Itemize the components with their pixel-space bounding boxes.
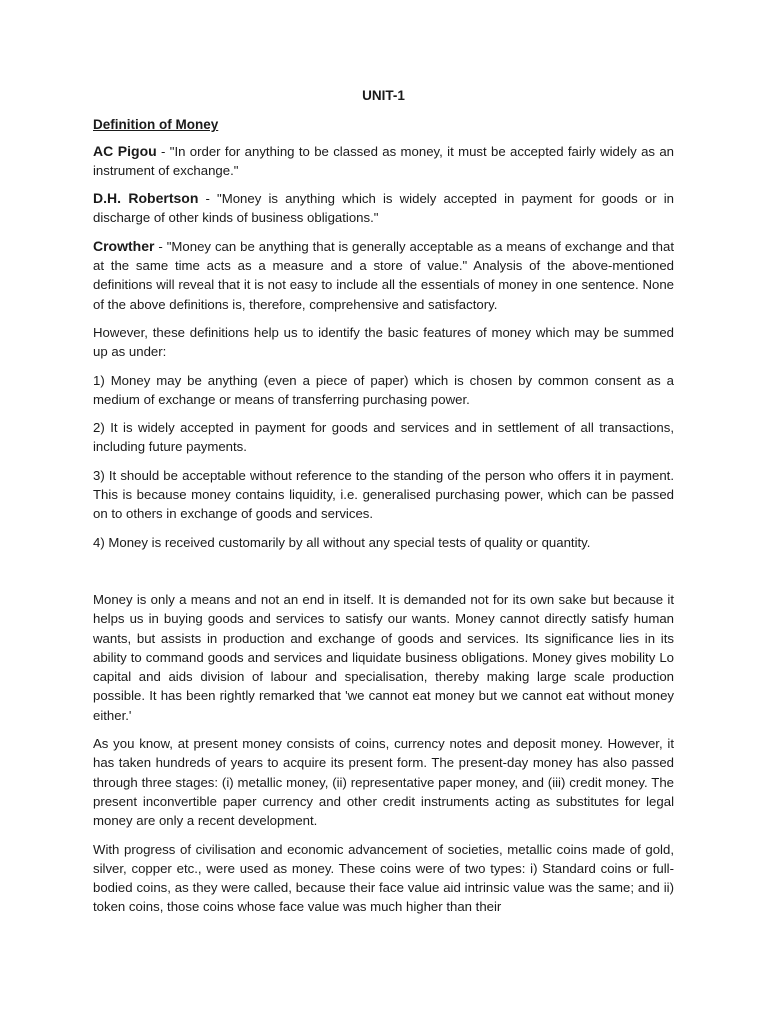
definition-author: AC Pigou <box>93 142 157 159</box>
document-page <box>93 86 674 926</box>
definition-text: - "In order for anything to be classed as money, it must be accepted fairly widely as an instrument of exchange." <box>93 143 675 178</box>
definition-author: Crowther <box>93 237 155 254</box>
feature-item-1: 1) Money may be anything (even a piece of paper) which is chosen by common consent as a medium of exchange or means of transferring purchasing power. <box>93 372 674 407</box>
body-paragraph-2: As you know, at present money consists of coins, currency notes and deposit money. However, it has taken hundreds of years to acquire its present form. The present-day money has also passed through three stages: (i) metallic money, (ii) representative paper money, and (iii) credit money. The present inconvertible paper currency and other credit instruments acting as substitutes for legal money are only a recent development. <box>93 736 674 829</box>
intro-paragraph: However, these definitions help us to identify the basic features of money which may be summed up as under: <box>93 324 674 360</box>
feature-item-4: 4) Money is received customarily by all without any special tests of quality or quantity. <box>93 534 591 550</box>
body-paragraph-1: Money is only a means and not an end in itself. It is demanded not for its own sake but because it helps us in buying goods and services to satisfy our wants. Money cannot directly satisfy human wants, but assists in production and exchange of goods and services. Its significance lies in its ability to command goods and services and liquidate business obligations. Money gives mobility Lo capital and aids division of labour and specialisation, thereby making large scale production possible. It has been rightly remarked that 'we cannot eat money but we cannot eat without money either.' <box>93 591 674 723</box>
body-paragraph-3: With progress of civilisation and economic advancement of societies, metallic coins made of gold, silver, copper etc., were used as money. These coins were of two types: i) Standard coins or full-bodied coins, as they were called, because their face value aid intrinsic value was the same; and ii) token coins, those coins whose face value was much higher than their <box>93 841 674 915</box>
spacer <box>93 561 674 590</box>
definition-author: D.H. Robertson <box>93 190 199 207</box>
definition-robertson <box>93 189 674 228</box>
definition-crowther <box>93 237 674 314</box>
section-heading: Definition of Money <box>93 117 219 133</box>
page-title: UNIT-1 <box>362 88 405 103</box>
definition-text: - "Money is anything which is widely accepted in payment for goods or in discharge of other kinds of business obligations." <box>93 191 674 226</box>
feature-item-2: 2) It is widely accepted in payment for goods and services and in settlement of all transactions, including future payments. <box>93 420 674 455</box>
feature-item-3: 3) It should be acceptable without reference to the standing of the person who offers it in payment. This is because money contains liquidity, i.e. generalised purchasing power, which can be passed on to others in exchange of goods and services. <box>93 467 674 522</box>
definition-pigou <box>93 142 674 181</box>
definition-text: - "Money can be anything that is generally acceptable as a means of exchange and that at the same time acts as a measure and a store of value." Analysis of the above-mentioned definitions will reveal that it is not easy to include all the essentials of money in one sentence. None of the above definitions is, therefore, comprehensive and satisfactory. <box>93 238 674 312</box>
